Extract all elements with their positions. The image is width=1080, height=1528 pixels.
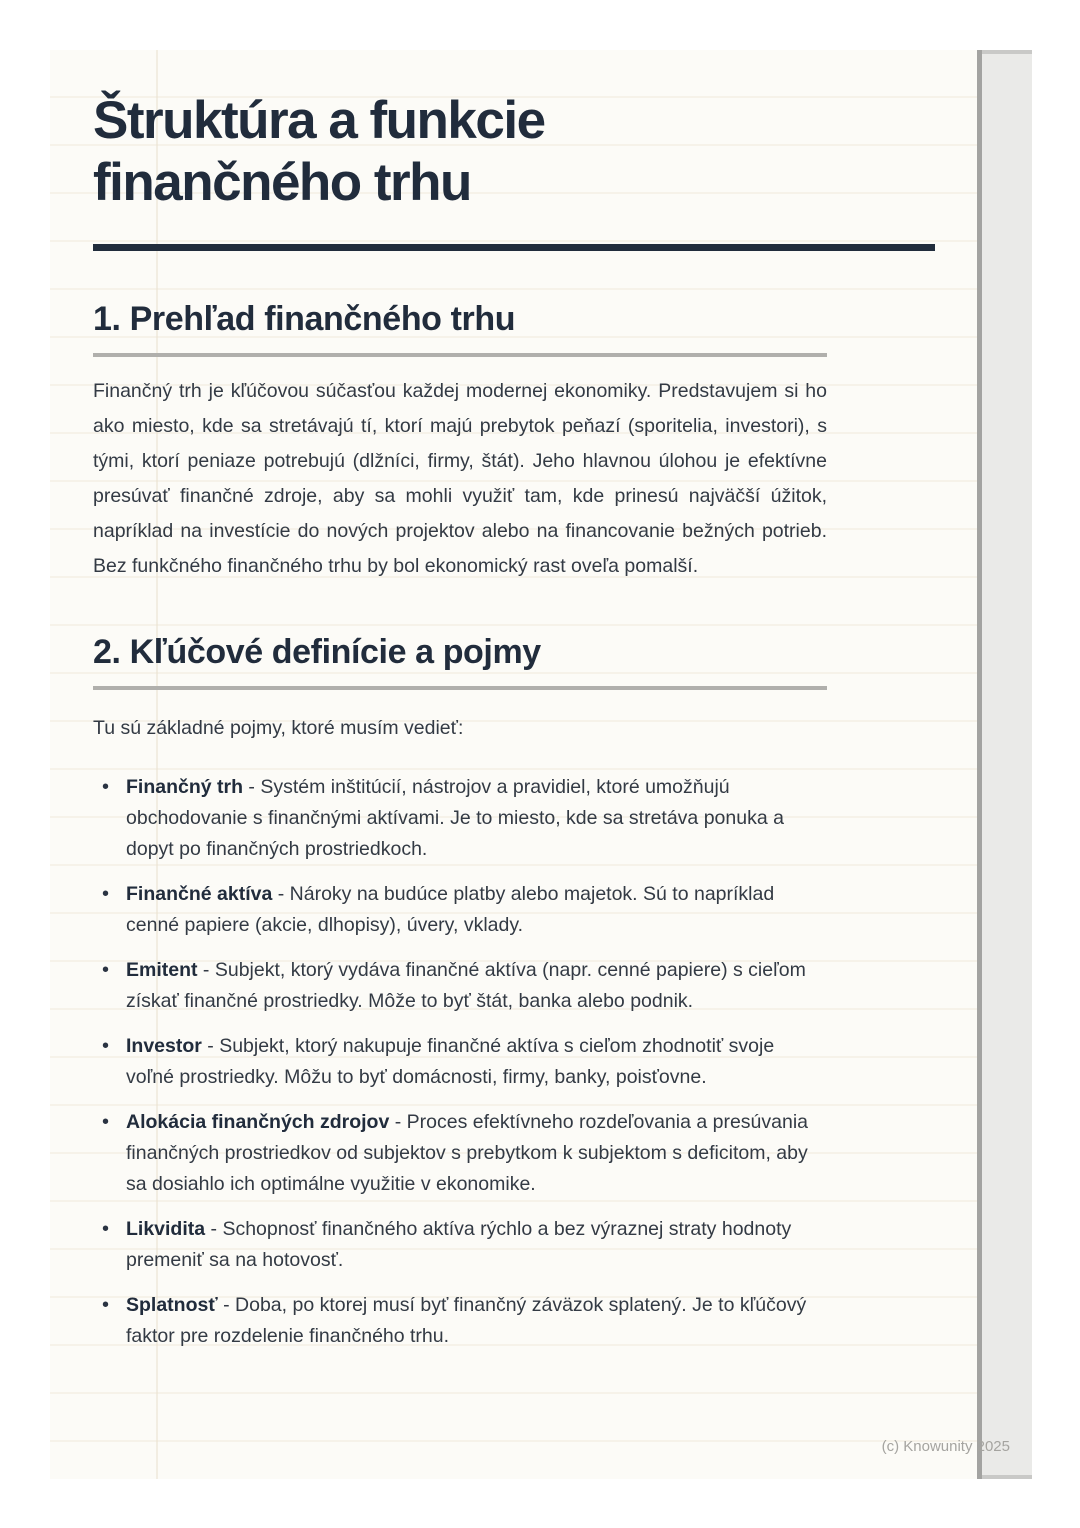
section-2-divider [93, 686, 827, 690]
term-description: - Systém inštitúcií, nástrojov a pravidiel, ktoré umožňujú obchodovanie s finančnými aktívami. Je to miesto, kde sa stretáva ponuka a dopyt po finančných prostriedkoch. [126, 776, 784, 860]
copyright-watermark: (c) Knowunity 2025 [881, 1438, 1010, 1455]
scrollbar[interactable] [977, 50, 1032, 1479]
list-item [93, 1107, 827, 1200]
bullet-icon: • [102, 1294, 110, 1316]
page-title: Štruktúra a funkcie finančného trhu [93, 91, 545, 212]
bullet-icon: • [102, 883, 110, 905]
list-item [93, 1214, 827, 1276]
term-description: - Subjekt, ktorý vydáva finančné aktíva (napr. cenné papiere) s cieľom získať finančné prostriedky. Môže to byť štát, banka alebo podnik. [126, 959, 806, 1012]
bullet-icon: • [102, 776, 110, 798]
section-2-intro: Tu sú základné pojmy, ktoré musím vedieť: [93, 717, 464, 739]
bullet-icon: • [102, 1218, 110, 1240]
section-1-paragraph: Finančný trh je kľúčovou súčasťou každej modernej ekonomiky. Predstavujem si ho ako miesto, kde sa stretávajú tí, ktorí majú prebytok peňazí (sporitelia, investori), s tými, ktorí peniaze potrebujú (dlžníci, firmy, štát). Jeho hlavnou úlohou je efektívne presúvať finančné zdroje, aby sa mohli využiť tam, kde prinesú najväčší úžitok, napríklad na investície do nových projektov alebo na financovanie bežných potrieb. Bez funkčného finančného trhu by bol ekonomický rast oveľa pomalší. [93, 380, 827, 577]
term-description: - Subjekt, ktorý nakupuje finančné aktíva s cieľom zhodnotiť svoje voľné prostriedky. Môžu to byť domácnosti, firmy, banky, poisťovne. [126, 1035, 775, 1088]
list-item [93, 772, 827, 865]
document-page [50, 50, 977, 1479]
term-description: - Doba, po ktorej musí byť finančný záväzok splatený. Je to kľúčový faktor pre rozdelenie finančného trhu. [126, 1294, 807, 1347]
term-label: Splatnosť [126, 1294, 218, 1316]
term-label: Investor [126, 1035, 202, 1057]
term-label: Alokácia finančných zdrojov [126, 1111, 390, 1133]
list-item [93, 955, 827, 1017]
page-content [50, 50, 827, 1352]
term-label: Likvidita [126, 1218, 206, 1240]
term-description: - Schopnosť finančného aktíva rýchlo a bez výraznej straty hodnoty premeniť sa na hotovosť. [126, 1218, 792, 1271]
section-1-heading: 1. Prehľad finančného trhu [93, 300, 516, 338]
list-item [93, 879, 827, 941]
term-description: - Nároky na budúce platby alebo majetok. Sú to napríklad cenné papiere (akcie, dlhopisy), úvery, vklady. [126, 883, 775, 936]
term-description: - Proces efektívneho rozdeľovania a presúvania finančných prostriedkov od subjektov s prebytkom k subjektom s deficitom, aby sa dosiahlo ich optimálne využitie v ekonomike. [126, 1111, 809, 1195]
list-item [93, 1290, 827, 1352]
bullet-icon: • [102, 1111, 110, 1133]
definitions-list [93, 772, 827, 1352]
term-label: Emitent [126, 959, 198, 981]
section-1-divider [93, 353, 827, 357]
bullet-icon: • [102, 1035, 110, 1057]
list-item [93, 1031, 827, 1093]
term-label: Finančný trh [126, 776, 244, 798]
section-2-heading: 2. Kľúčové definície a pojmy [93, 633, 541, 671]
bullet-icon: • [102, 959, 110, 981]
title-divider [93, 244, 935, 251]
term-label: Finančné aktíva [126, 883, 273, 905]
